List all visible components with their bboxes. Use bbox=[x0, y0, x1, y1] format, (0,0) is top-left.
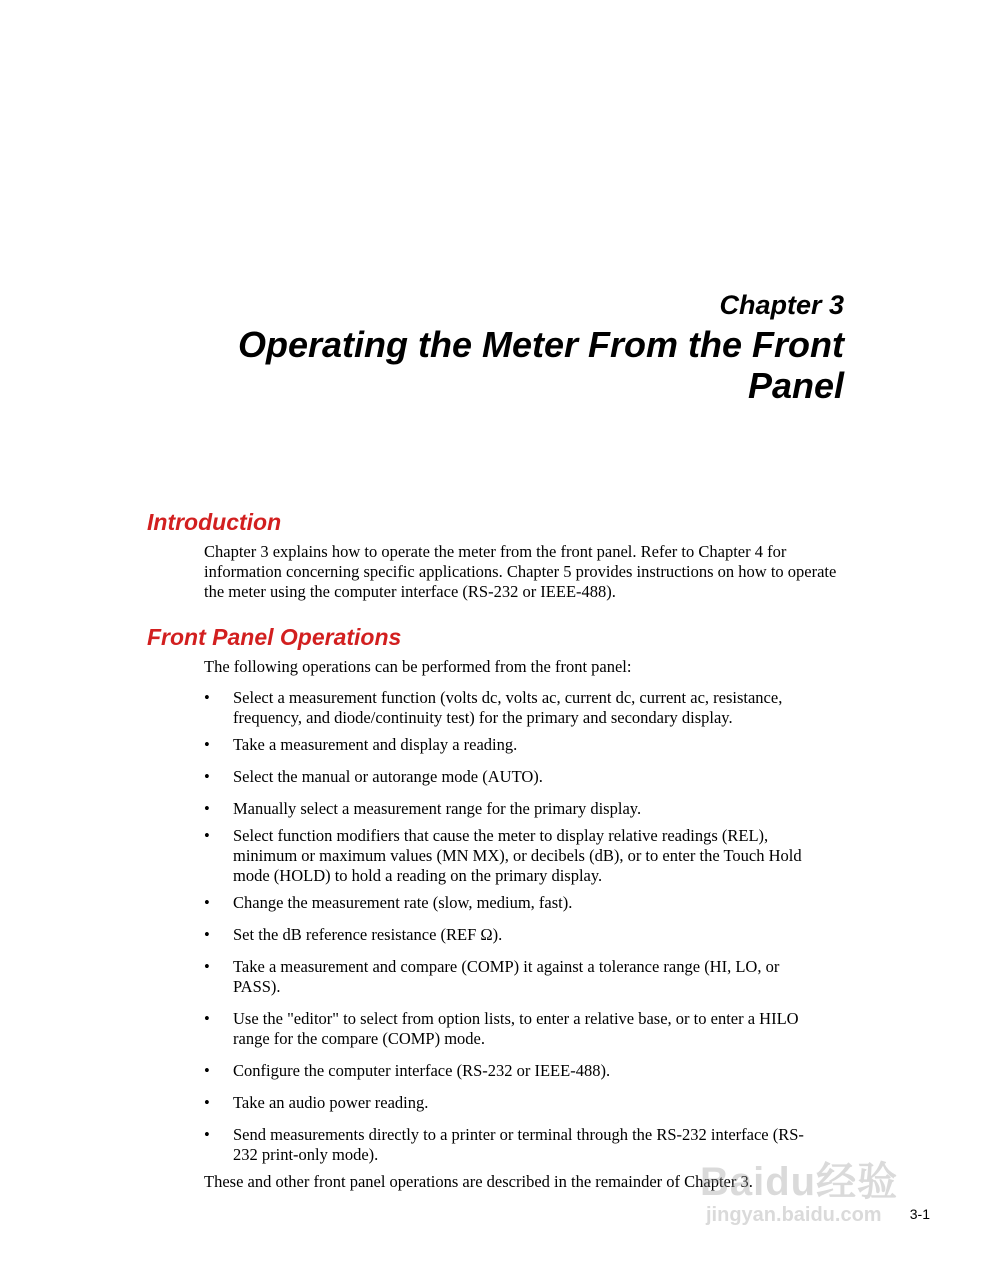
front-panel-operations-heading: Front Panel Operations bbox=[147, 624, 402, 650]
bullet-dot-icon: • bbox=[204, 957, 210, 976]
watermark-logo-text: Baidu经验 bbox=[700, 1160, 899, 1204]
bullet-dot-icon: • bbox=[204, 893, 210, 912]
bullet-item bbox=[204, 1093, 824, 1113]
bullet-item bbox=[204, 799, 824, 819]
bullet-text: Take an audio power reading. bbox=[233, 1093, 429, 1112]
bullet-item bbox=[204, 893, 824, 913]
bullet-text: Select function modifiers that cause the meter to display relative readings (REL), minimum or maximum values (MN MX), or decibels (dB), or to enter the Touch Hold mode (HOLD) to hold a reading on the primary display. bbox=[233, 826, 802, 885]
bullet-dot-icon: • bbox=[204, 1009, 210, 1028]
chapter-title: Operating the Meter From the Front Panel bbox=[237, 324, 844, 406]
bullet-text: Set the dB reference resistance (REF Ω). bbox=[233, 925, 503, 944]
bullet-item bbox=[204, 767, 824, 787]
page-number: 3-1 bbox=[909, 1206, 930, 1222]
bullet-dot-icon: • bbox=[204, 1125, 210, 1144]
closing-paragraph: These and other front panel operations are described in the remainder of Chapter 3. bbox=[204, 1172, 753, 1191]
bullet-item bbox=[204, 1009, 824, 1049]
bullet-text: Take a measurement and display a reading. bbox=[233, 735, 518, 754]
bullet-text: Change the measurement rate (slow, medium, fast). bbox=[233, 893, 573, 912]
bullet-dot-icon: • bbox=[204, 735, 210, 754]
baidu-watermark bbox=[700, 1150, 940, 1240]
bullet-dot-icon: • bbox=[204, 925, 210, 944]
introduction-heading: Introduction bbox=[147, 509, 282, 535]
bullet-item bbox=[204, 735, 824, 755]
bullet-item bbox=[204, 688, 824, 728]
bullet-item bbox=[204, 1061, 824, 1081]
bullet-item bbox=[204, 957, 824, 997]
bullet-dot-icon: • bbox=[204, 826, 210, 845]
bullet-dot-icon: • bbox=[204, 799, 210, 818]
bullet-dot-icon: • bbox=[204, 688, 210, 707]
bullet-dot-icon: • bbox=[204, 767, 210, 786]
bullet-text: Use the "editor" to select from option lists, to enter a relative base, or to enter a HILO range for the compare (COMP) mode. bbox=[233, 1009, 799, 1048]
introduction-paragraph: Chapter 3 explains how to operate the meter from the front panel. Refer to Chapter 4 for information concerning specific applications. Chapter 5 provides instructions on how to operate the meter using the computer interface (RS-232 or IEEE-488). bbox=[204, 542, 837, 601]
bullet-text: Send measurements directly to a printer or terminal through the RS-232 interface (RS-232 print-only mode). bbox=[233, 1125, 804, 1164]
bullet-item bbox=[204, 925, 824, 945]
operations-bullet-list bbox=[204, 688, 824, 1165]
bullet-text: Take a measurement and compare (COMP) it against a tolerance range (HI, LO, or PASS). bbox=[233, 957, 780, 996]
bullet-text: Select a measurement function (volts dc, volts ac, current dc, current ac, resistance, frequency, and diode/continuity test) for the primary and secondary display. bbox=[233, 688, 783, 727]
bullet-dot-icon: • bbox=[204, 1093, 210, 1112]
operations-lead-text: The following operations can be performed from the front panel: bbox=[204, 657, 632, 676]
bullet-text: Configure the computer interface (RS-232 or IEEE-488). bbox=[233, 1061, 611, 1080]
bullet-text: Manually select a measurement range for the primary display. bbox=[233, 799, 642, 818]
bullet-item bbox=[204, 826, 824, 886]
chapter-number: Chapter 3 bbox=[719, 290, 844, 320]
bullet-dot-icon: • bbox=[204, 1061, 210, 1080]
bullet-text: Select the manual or autorange mode (AUTO). bbox=[233, 767, 543, 786]
watermark-url: jingyan.baidu.com bbox=[706, 1204, 882, 1226]
